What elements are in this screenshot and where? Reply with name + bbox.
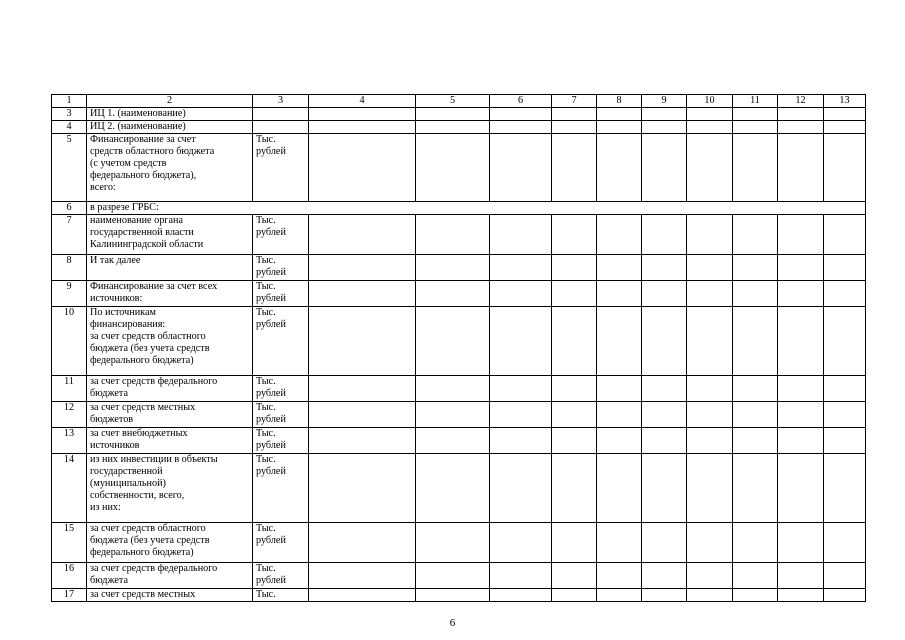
- value-cell: [687, 307, 733, 376]
- row-number: 9: [52, 281, 87, 307]
- value-cell: [778, 134, 824, 202]
- value-cell: [824, 563, 866, 589]
- value-cell: [552, 563, 597, 589]
- value-cell: [309, 121, 416, 134]
- value-cell: [824, 307, 866, 376]
- value-cell: [733, 428, 778, 454]
- table-row: [52, 307, 866, 376]
- value-cell: [597, 134, 642, 202]
- table-row: [52, 255, 866, 281]
- value-cell: [309, 307, 416, 376]
- value-cell: [490, 108, 552, 121]
- value-cell: [490, 428, 552, 454]
- column-header: 5: [416, 95, 490, 108]
- value-cell: [687, 121, 733, 134]
- value-cell: [490, 215, 552, 255]
- page-number: 6: [449, 617, 456, 629]
- row-unit: Тыс. рублей: [253, 454, 309, 523]
- value-cell: [552, 428, 597, 454]
- value-cell: [687, 589, 733, 602]
- value-cell: [733, 121, 778, 134]
- row-label: за счет средств федерального бюджета: [87, 376, 253, 402]
- row-label: за счет средств федерального бюджета: [87, 563, 253, 589]
- value-cell: [778, 589, 824, 602]
- value-cell: [416, 281, 490, 307]
- row-label: наименование органа государственной власти Калининградской области: [87, 215, 253, 255]
- value-cell: [490, 402, 552, 428]
- value-cell: [597, 589, 642, 602]
- value-cell: [416, 255, 490, 281]
- row-label: за счет средств областного бюджета (без учета средств федерального бюджета): [87, 523, 253, 563]
- value-cell: [416, 563, 490, 589]
- row-label: Финансирование за счет средств областного бюджета (с учетом средств федерального бюджета), всего:: [87, 134, 253, 202]
- value-cell: [642, 589, 687, 602]
- row-unit: Тыс. рублей: [253, 376, 309, 402]
- value-cell: [642, 281, 687, 307]
- value-cell: [309, 523, 416, 563]
- column-header: 6: [490, 95, 552, 108]
- value-cell: [778, 376, 824, 402]
- value-cell: [642, 255, 687, 281]
- value-cell: [309, 376, 416, 402]
- value-cell: [490, 307, 552, 376]
- value-cell: [309, 454, 416, 523]
- row-number: 15: [52, 523, 87, 563]
- value-cell: [733, 255, 778, 281]
- value-cell: [552, 307, 597, 376]
- value-cell: [733, 523, 778, 563]
- value-cell: [824, 134, 866, 202]
- table-row: [52, 563, 866, 589]
- value-cell: [490, 454, 552, 523]
- value-cell: [597, 108, 642, 121]
- row-number: 13: [52, 428, 87, 454]
- value-cell: [309, 589, 416, 602]
- value-cell: [490, 563, 552, 589]
- value-cell: [416, 454, 490, 523]
- value-cell: [490, 589, 552, 602]
- value-cell: [642, 376, 687, 402]
- row-label: По источникам финансирования: за счет средств областного бюджета (без учета средств федерального бюджета): [87, 307, 253, 376]
- value-cell: [824, 454, 866, 523]
- value-cell: [552, 402, 597, 428]
- column-header: 13: [824, 95, 866, 108]
- row-unit: Тыс. рублей: [253, 402, 309, 428]
- value-cell: [309, 428, 416, 454]
- table-row: [52, 454, 866, 523]
- value-cell: [687, 563, 733, 589]
- value-cell: [778, 523, 824, 563]
- value-cell: [824, 428, 866, 454]
- row-label: в разрезе ГРБС:: [87, 202, 866, 215]
- value-cell: [416, 402, 490, 428]
- value-cell: [597, 121, 642, 134]
- value-cell: [778, 255, 824, 281]
- value-cell: [642, 215, 687, 255]
- value-cell: [733, 281, 778, 307]
- row-unit: Тыс. рублей: [253, 523, 309, 563]
- value-cell: [778, 454, 824, 523]
- value-cell: [642, 108, 687, 121]
- row-number: 6: [52, 202, 87, 215]
- row-number: 16: [52, 563, 87, 589]
- value-cell: [733, 454, 778, 523]
- value-cell: [309, 215, 416, 255]
- value-cell: [552, 255, 597, 281]
- row-unit: Тыс. рублей: [253, 307, 309, 376]
- value-cell: [824, 402, 866, 428]
- value-cell: [778, 108, 824, 121]
- row-unit: [253, 108, 309, 121]
- value-cell: [597, 215, 642, 255]
- value-cell: [597, 428, 642, 454]
- column-header: 4: [309, 95, 416, 108]
- value-cell: [687, 255, 733, 281]
- column-header: 10: [687, 95, 733, 108]
- column-header: 11: [733, 95, 778, 108]
- value-cell: [733, 563, 778, 589]
- value-cell: [733, 108, 778, 121]
- table-row: [52, 428, 866, 454]
- value-cell: [687, 281, 733, 307]
- row-label: ИЦ 2. (наименование): [87, 121, 253, 134]
- row-unit: Тыс. рублей: [253, 281, 309, 307]
- column-header: 2: [87, 95, 253, 108]
- row-number: 5: [52, 134, 87, 202]
- value-cell: [733, 589, 778, 602]
- row-number: 7: [52, 215, 87, 255]
- value-cell: [597, 402, 642, 428]
- value-cell: [416, 523, 490, 563]
- value-cell: [824, 255, 866, 281]
- value-cell: [309, 402, 416, 428]
- value-cell: [733, 215, 778, 255]
- table-body: [52, 95, 866, 602]
- row-unit: Тыс. рублей: [253, 134, 309, 202]
- row-label: ИЦ 1. (наименование): [87, 108, 253, 121]
- value-cell: [597, 281, 642, 307]
- row-number: 10: [52, 307, 87, 376]
- value-cell: [416, 134, 490, 202]
- value-cell: [490, 523, 552, 563]
- value-cell: [642, 134, 687, 202]
- table-row: [52, 589, 866, 602]
- row-label: И так далее: [87, 255, 253, 281]
- row-unit: Тыс.: [253, 589, 309, 602]
- value-cell: [552, 523, 597, 563]
- row-unit: Тыс. рублей: [253, 428, 309, 454]
- table-row: [52, 376, 866, 402]
- value-cell: [552, 454, 597, 523]
- table-row: [52, 108, 866, 121]
- value-cell: [733, 307, 778, 376]
- value-cell: [778, 307, 824, 376]
- value-cell: [824, 215, 866, 255]
- value-cell: [687, 376, 733, 402]
- value-cell: [552, 376, 597, 402]
- value-cell: [642, 307, 687, 376]
- table-row: [52, 281, 866, 307]
- value-cell: [416, 108, 490, 121]
- value-cell: [687, 215, 733, 255]
- row-number: 4: [52, 121, 87, 134]
- row-unit: Тыс. рублей: [253, 215, 309, 255]
- header-row: [52, 95, 866, 108]
- value-cell: [778, 402, 824, 428]
- row-label: из них инвестиции в объекты государственной (муниципальной) собственности, всего, из них:: [87, 454, 253, 523]
- value-cell: [778, 563, 824, 589]
- value-cell: [416, 307, 490, 376]
- row-unit: Тыс. рублей: [253, 255, 309, 281]
- value-cell: [778, 281, 824, 307]
- value-cell: [642, 454, 687, 523]
- row-number: 3: [52, 108, 87, 121]
- value-cell: [687, 428, 733, 454]
- value-cell: [642, 121, 687, 134]
- value-cell: [687, 134, 733, 202]
- value-cell: [687, 454, 733, 523]
- table-row: [52, 121, 866, 134]
- table-row: [52, 402, 866, 428]
- row-number: 11: [52, 376, 87, 402]
- value-cell: [552, 215, 597, 255]
- value-cell: [778, 428, 824, 454]
- value-cell: [416, 121, 490, 134]
- row-unit: Тыс. рублей: [253, 563, 309, 589]
- value-cell: [597, 454, 642, 523]
- value-cell: [824, 376, 866, 402]
- value-cell: [687, 402, 733, 428]
- value-cell: [733, 402, 778, 428]
- value-cell: [490, 121, 552, 134]
- value-cell: [552, 108, 597, 121]
- column-header: 3: [253, 95, 309, 108]
- value-cell: [309, 108, 416, 121]
- value-cell: [416, 589, 490, 602]
- value-cell: [552, 281, 597, 307]
- value-cell: [597, 376, 642, 402]
- value-cell: [642, 563, 687, 589]
- column-header: 7: [552, 95, 597, 108]
- row-label: за счет средств местных бюджетов: [87, 402, 253, 428]
- value-cell: [309, 563, 416, 589]
- value-cell: [490, 134, 552, 202]
- value-cell: [642, 402, 687, 428]
- financing-table: [51, 94, 866, 602]
- value-cell: [597, 563, 642, 589]
- row-label: Финансирование за счет всех источников:: [87, 281, 253, 307]
- row-label: за счет внебюджетных источников: [87, 428, 253, 454]
- table-row: [52, 202, 866, 215]
- value-cell: [824, 281, 866, 307]
- value-cell: [642, 523, 687, 563]
- table-row: [52, 134, 866, 202]
- value-cell: [687, 108, 733, 121]
- value-cell: [597, 523, 642, 563]
- value-cell: [309, 134, 416, 202]
- value-cell: [309, 255, 416, 281]
- value-cell: [416, 376, 490, 402]
- value-cell: [824, 589, 866, 602]
- row-number: 17: [52, 589, 87, 602]
- value-cell: [490, 255, 552, 281]
- value-cell: [552, 134, 597, 202]
- column-header: 1: [52, 95, 87, 108]
- value-cell: [597, 255, 642, 281]
- value-cell: [824, 121, 866, 134]
- value-cell: [490, 281, 552, 307]
- row-unit: [253, 121, 309, 134]
- value-cell: [733, 134, 778, 202]
- column-header: 12: [778, 95, 824, 108]
- value-cell: [552, 121, 597, 134]
- value-cell: [687, 523, 733, 563]
- value-cell: [416, 428, 490, 454]
- value-cell: [778, 121, 824, 134]
- value-cell: [778, 215, 824, 255]
- table-row: [52, 523, 866, 563]
- row-label: за счет средств местных: [87, 589, 253, 602]
- value-cell: [552, 589, 597, 602]
- row-number: 14: [52, 454, 87, 523]
- value-cell: [824, 108, 866, 121]
- value-cell: [824, 523, 866, 563]
- column-header: 9: [642, 95, 687, 108]
- value-cell: [490, 376, 552, 402]
- value-cell: [597, 307, 642, 376]
- value-cell: [309, 281, 416, 307]
- table-row: [52, 215, 866, 255]
- value-cell: [416, 215, 490, 255]
- row-number: 12: [52, 402, 87, 428]
- value-cell: [733, 376, 778, 402]
- value-cell: [642, 428, 687, 454]
- row-number: 8: [52, 255, 87, 281]
- column-header: 8: [597, 95, 642, 108]
